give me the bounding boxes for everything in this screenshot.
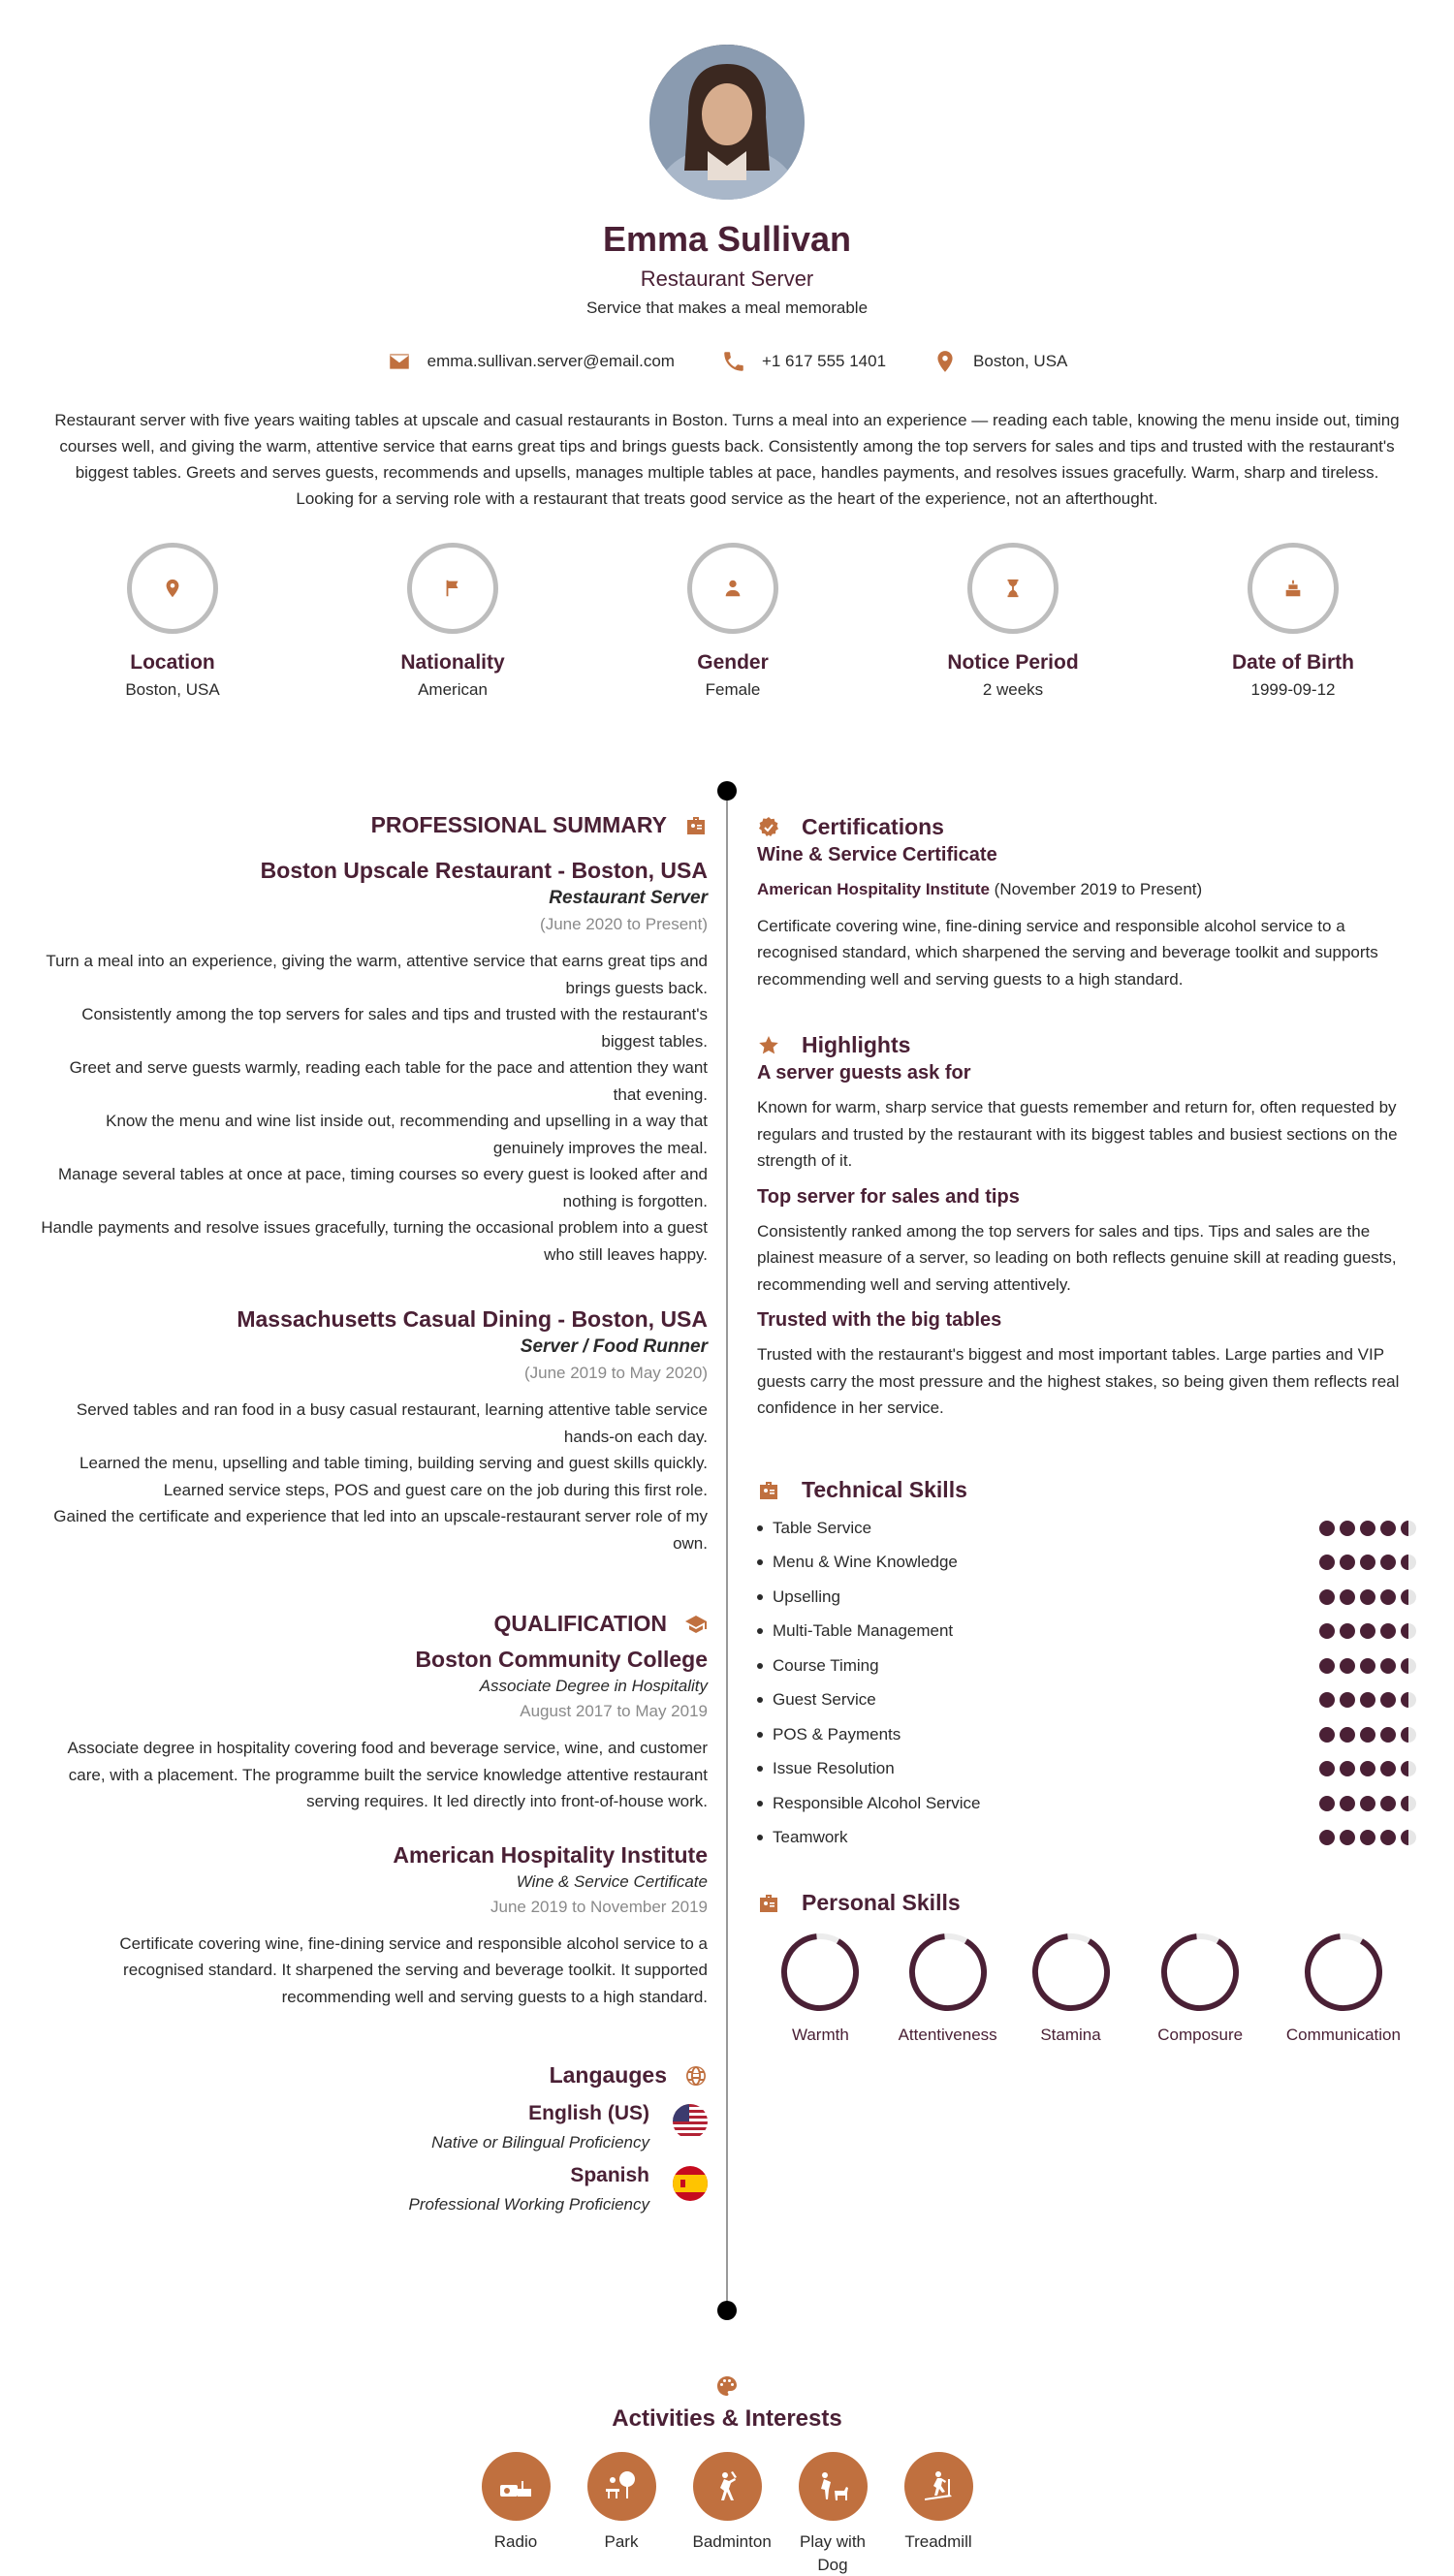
highlights-section: [757, 1032, 1416, 1422]
skill-label: POS & Payments: [773, 1724, 901, 1744]
spain-flag-icon: [673, 2166, 708, 2201]
highlight-text: Trusted with the restaurant's biggest and most important tables. Large parties and VIP guests carry the most pressure and the highest stakes, so being given them reflects real confidence in her service.: [757, 1345, 1400, 1417]
rating-dot: [1319, 1589, 1335, 1605]
candidate-role: Restaurant Server: [640, 267, 814, 291]
activity-item: [904, 2452, 973, 2576]
rating-dot: [1401, 1692, 1416, 1708]
phone-icon: [721, 349, 746, 374]
technical-skills-section: [757, 1477, 1416, 1855]
job-date: (June 2020 to Present): [540, 915, 708, 933]
info-value: Female: [705, 680, 761, 699]
info-gender: [636, 543, 830, 700]
info-ring: [407, 543, 498, 634]
technical-skills-heading: [757, 1477, 1416, 1503]
skill-rating: [1319, 1692, 1416, 1708]
language-name: English (US): [528, 2102, 649, 2124]
personal-skill-label: Communication: [1285, 2026, 1401, 2044]
job-line: Manage several tables at once at pace, timing courses so every guest is looked after and nothing is forgotten.: [58, 1165, 708, 1210]
activities-icon-wrap: [0, 2374, 1454, 2403]
highlight-title: Top server for sales and tips: [757, 1185, 1020, 1208]
personal-skill-label: Warmth: [791, 2026, 849, 2044]
job-line: Gained the certificate and experience that led into an upscale-restaurant server role of my own.: [53, 1507, 708, 1553]
toolbox-icon: [757, 1479, 780, 1502]
job-line: Served tables and ran food in a busy casual restaurant, learning attentive table service hands-on each day.: [76, 1400, 708, 1446]
info-value: Boston, USA: [125, 680, 220, 699]
contact-email[interactable]: [387, 349, 675, 374]
info-label: Location: [130, 651, 215, 674]
skill-label: Guest Service: [773, 1690, 876, 1710]
skill-ring: [1303, 1932, 1384, 2013]
skill-name: [757, 1828, 847, 1847]
qualification-date: August 2017 to May 2019: [520, 1702, 708, 1720]
profile-photo: [649, 45, 805, 200]
rating-dot: [1360, 1658, 1375, 1674]
skill-name: [757, 1759, 895, 1778]
rating-dot: [1340, 1521, 1355, 1536]
bullet-icon: [757, 1628, 763, 1634]
job-line: Learned service steps, POS and guest care on the job during this first role.: [163, 1480, 708, 1499]
location-pin-icon: [932, 349, 958, 374]
certificate-issuer-line: [757, 876, 1416, 903]
skill-row: [757, 1786, 1416, 1821]
skill-label: Course Timing: [773, 1655, 879, 1675]
us-flag-icon: [673, 2104, 708, 2139]
highlight-text: Consistently ranked among the top servers for sales and tips. Tips and sales are the plainest measure of a server, so leading on both reflects genuine skill at reading guests, recommending well and serving attentively.: [757, 1221, 1397, 1294]
mail-icon: [387, 349, 412, 374]
qualification-heading-text: QUALIFICATION: [493, 1611, 667, 1636]
bullet-icon: [757, 1697, 763, 1703]
palette-icon: [715, 2374, 739, 2398]
pin-icon: [162, 578, 183, 599]
rating-dot: [1380, 1623, 1396, 1639]
job-entry: [39, 1306, 708, 1556]
job-title: Boston Upscale Restaurant - Boston, USA: [260, 858, 708, 883]
rating-dot: [1319, 1623, 1335, 1639]
rating-dot: [1319, 1658, 1335, 1674]
star-award-icon: [757, 1034, 780, 1057]
personal-skill-label: Attentiveness: [898, 2026, 997, 2044]
timeline-dot-bottom: [717, 2301, 737, 2320]
languages-heading-text: Langauges: [549, 2062, 667, 2088]
globe-icon: [684, 2064, 708, 2088]
skill-label: Issue Resolution: [773, 1759, 895, 1778]
qualification-heading: [39, 1611, 708, 1637]
rating-dot: [1319, 1555, 1335, 1570]
skill-row: [757, 1511, 1416, 1546]
skill-row: [757, 1615, 1416, 1649]
degree-name: Wine & Service Certificate: [516, 1871, 708, 1891]
rating-dot: [1340, 1761, 1355, 1776]
activity-label: Park: [604, 2532, 639, 2551]
skill-ring: [1159, 1932, 1241, 2013]
skill-rating: [1319, 1623, 1416, 1639]
cake-icon: [1282, 578, 1304, 599]
rating-dot: [1401, 1727, 1416, 1743]
job-line: Consistently among the top servers for sales and tips and trusted with the restaurant's biggest tables.: [81, 1005, 708, 1051]
job-description: [39, 948, 708, 1268]
info-notice-period: [916, 543, 1110, 700]
skill-label: Table Service: [773, 1518, 872, 1537]
rating-dot: [1360, 1623, 1375, 1639]
skill-row: [757, 1580, 1416, 1615]
rating-dot: [1340, 1692, 1355, 1708]
languages-section: [39, 2062, 708, 2215]
skill-name: [757, 1553, 958, 1572]
experience-heading-text: PROFESSIONAL SUMMARY: [370, 812, 667, 837]
skill-name: [757, 1690, 876, 1710]
qualification-entry: [39, 1647, 708, 1815]
job-role: Server / Food Runner: [520, 1336, 708, 1357]
radio-icon: [496, 2467, 535, 2506]
job-entry: [39, 858, 708, 1268]
language-level: Professional Working Proficiency: [408, 2195, 649, 2214]
skill-ring: [1030, 1932, 1112, 2013]
highlight-title: Trusted with the big tables: [757, 1309, 1002, 1331]
candidate-tagline: Service that makes a meal memorable: [585, 298, 869, 317]
job-date: (June 2019 to May 2020): [523, 1364, 708, 1382]
rating-dot: [1401, 1555, 1416, 1570]
rating-dot: [1380, 1692, 1396, 1708]
info-label: Gender: [697, 651, 769, 674]
degree-name: Associate Degree in Hospitality: [479, 1677, 708, 1695]
rating-dot: [1340, 1623, 1355, 1639]
skill-ring: [907, 1932, 989, 2013]
skill-name: [757, 1621, 953, 1641]
bullet-icon: [757, 1766, 763, 1772]
profile-summary: Restaurant server with five years waiting tables at upscale and casual restaurants in Boston. Turns a meal into an experience — reading each table, knowing the menu inside out, timing courses well, and giving the warm, attentive service that earns great tips and brings guests back. Consistently among the top servers for sales and tips and trusted with the restaurant's biggest tables. Greets and serves guests, recommends and upsells, manages multiple tables at pace, handles payments, and resolves issues gracefully. Warm, sharp and tireless. Looking for a serving role with a restaurant that treats good service as the heart of the experience, not an afterthought.: [54, 411, 1400, 508]
activity-label: Play with Dog: [799, 2532, 867, 2574]
info-date-of-birth: [1196, 543, 1390, 700]
personal-skill: [1012, 1932, 1130, 2045]
rating-dot: [1380, 1555, 1396, 1570]
certificate-date: (November 2019 to Present): [994, 880, 1203, 898]
rating-dot: [1380, 1761, 1396, 1776]
job-line: Learned the menu, upselling and table timing, building serving and guest skills quickly.: [79, 1454, 708, 1472]
rating-dot: [1340, 1796, 1355, 1811]
flag-icon: [442, 578, 463, 599]
rating-dot: [1380, 1727, 1396, 1743]
personal-skills-heading: [757, 1890, 1416, 1916]
info-label: Date of Birth: [1232, 651, 1354, 674]
rating-dot: [1340, 1727, 1355, 1743]
skill-name: [757, 1725, 901, 1744]
certifications-heading-text: Certifications: [802, 814, 944, 839]
skill-label: Upselling: [773, 1586, 840, 1606]
bullet-icon: [757, 1594, 763, 1600]
bullet-icon: [757, 1559, 763, 1565]
languages-heading: [39, 2062, 708, 2089]
skill-rating: [1319, 1555, 1416, 1570]
rating-dot: [1319, 1521, 1335, 1536]
personal-skill: [1271, 1932, 1416, 2045]
briefcase-id-icon: [684, 814, 708, 837]
certifications-section: [757, 814, 1416, 992]
rating-dot: [1360, 1761, 1375, 1776]
job-line: Greet and serve guests warmly, reading each table for the pace and attention they want that evening.: [69, 1058, 708, 1104]
rating-dot: [1360, 1521, 1375, 1536]
contact-email-text: emma.sullivan.server@email.com: [427, 352, 675, 370]
info-label: Nationality: [400, 651, 505, 674]
briefcase-icon: [757, 1892, 780, 1915]
rating-dot: [1401, 1589, 1416, 1605]
skill-name: [757, 1794, 981, 1813]
activity-label: Radio: [493, 2532, 538, 2551]
person-icon: [722, 578, 743, 599]
job-line: Know the menu and wine list inside out, recommending and upselling in a way that genuinely improves the meal.: [106, 1112, 708, 1157]
school-name: Boston Community College: [415, 1647, 708, 1672]
certificate-title: Wine & Service Certificate: [757, 844, 997, 865]
personal-skill: [884, 1932, 1012, 2045]
certificate-issuer: American Hospitality Institute: [757, 880, 990, 898]
experience-heading: [39, 812, 708, 838]
contact-location: [932, 349, 1067, 374]
personal-skills-section: [757, 1890, 1416, 2045]
personal-skills-heading-text: Personal Skills: [802, 1890, 961, 1915]
dog-icon: [813, 2467, 852, 2506]
rating-dot: [1401, 1796, 1416, 1811]
activity-label: Treadmill: [904, 2532, 972, 2551]
skill-row: [757, 1649, 1416, 1683]
personal-skill: [757, 1932, 884, 2045]
timeline-dot-top: [717, 781, 737, 801]
contact-phone[interactable]: [721, 349, 886, 374]
skill-label: Responsible Alcohol Service: [773, 1793, 981, 1812]
info-ring: [1248, 543, 1339, 634]
language-name: Spanish: [570, 2164, 649, 2186]
skill-rating: [1319, 1521, 1416, 1536]
skill-row: [757, 1546, 1416, 1581]
skill-name: [757, 1656, 879, 1676]
graduation-cap-icon: [684, 1613, 708, 1636]
school-name: American Hospitality Institute: [393, 1841, 708, 1868]
rating-dot: [1401, 1658, 1416, 1674]
info-value: 2 weeks: [982, 680, 1044, 699]
bullet-icon: [757, 1732, 763, 1738]
skill-row: [757, 1821, 1416, 1856]
qualification-description: Certificate covering wine, fine-dining service and responsible alcohol service to a recognised standard. It sharpened the serving and beverage toolkit. It supported recommending well and serving guests to a high standard.: [119, 1933, 708, 2006]
skill-name: [757, 1587, 840, 1607]
activity-item: [692, 2452, 772, 2576]
rating-dot: [1360, 1589, 1375, 1605]
skill-rating: [1319, 1761, 1416, 1776]
rating-dot: [1380, 1521, 1396, 1536]
treadmill-icon: [919, 2467, 958, 2506]
rating-dot: [1401, 1623, 1416, 1639]
activity-item: [482, 2452, 551, 2576]
info-label: Notice Period: [947, 651, 1079, 674]
certifications-heading: [757, 814, 1416, 840]
rating-dot: [1401, 1761, 1416, 1776]
language-level: Native or Bilingual Proficiency: [431, 2133, 649, 2152]
rating-dot: [1340, 1658, 1355, 1674]
job-line: Turn a meal into an experience, giving the warm, attentive service that earns great tips and brings guests back.: [46, 952, 708, 997]
info-nationality: [356, 543, 550, 700]
technical-skills-heading-text: Technical Skills: [802, 1477, 967, 1502]
rating-dot: [1360, 1830, 1375, 1845]
job-role: Restaurant Server: [549, 888, 708, 908]
rating-dot: [1401, 1830, 1416, 1845]
contact-phone-text: +1 617 555 1401: [761, 352, 887, 370]
candidate-name: Emma Sullivan: [602, 219, 852, 259]
personal-skills-list: [757, 1932, 1416, 2045]
skill-row: [757, 1717, 1416, 1752]
skill-rating: [1319, 1658, 1416, 1674]
qualification-section: [39, 1611, 708, 2010]
certificate-description: Certificate covering wine, fine-dining service and responsible alcohol service to a recognised standard, which sharpened the serving and beverage toolkit and supports recommending well and serving guests to a high standard.: [757, 916, 1378, 989]
activities-list: [0, 2452, 1454, 2576]
skill-label: Multi-Table Management: [773, 1621, 954, 1641]
contact-location-text: Boston, USA: [973, 352, 1068, 370]
timeline-divider: [726, 790, 728, 2313]
activity-item: [799, 2452, 868, 2576]
info-ring: [687, 543, 778, 634]
qualification-description: Associate degree in hospitality covering food and beverage service, wine, and customer care, with a placement. The programme built the service knowledge attentive restaurant serving requires. It led directly into front-of-house work.: [67, 1739, 708, 1810]
rating-dot: [1319, 1692, 1335, 1708]
skill-rating: [1319, 1589, 1416, 1605]
activity-label: Badminton: [692, 2532, 772, 2551]
experience-section: [39, 812, 708, 1556]
rating-dot: [1360, 1555, 1375, 1570]
skill-name: [757, 1519, 871, 1538]
skill-row: [757, 1752, 1416, 1787]
qualification-date: June 2019 to November 2019: [490, 1897, 708, 1916]
park-icon: [602, 2467, 641, 2506]
info-location: [76, 543, 269, 700]
rating-dot: [1340, 1555, 1355, 1570]
info-ring: [967, 543, 1059, 634]
contact-bar: [0, 349, 1454, 374]
qualification-entry: [39, 1842, 708, 2011]
bullet-icon: [757, 1835, 763, 1840]
technical-skills-list: [757, 1511, 1416, 1855]
rating-dot: [1340, 1589, 1355, 1605]
skill-rating: [1319, 1830, 1416, 1845]
rating-dot: [1401, 1521, 1416, 1536]
rating-dot: [1319, 1761, 1335, 1776]
skill-ring: [779, 1932, 861, 2013]
personal-skill-label: Composure: [1157, 2026, 1244, 2044]
rating-dot: [1380, 1658, 1396, 1674]
badge-check-icon: [757, 816, 780, 839]
job-line: Handle payments and resolve issues gracefully, turning the occasional problem into a guest who still leaves happy.: [41, 1218, 708, 1264]
language-entry: [39, 2102, 708, 2152]
personal-skill-label: Stamina: [1040, 2026, 1101, 2044]
language-entry: [39, 2164, 708, 2215]
skill-rating: [1319, 1796, 1416, 1811]
skill-label: Menu & Wine Knowledge: [773, 1553, 958, 1572]
highlight-title: A server guests ask for: [757, 1062, 971, 1084]
rating-dot: [1319, 1796, 1335, 1811]
skill-row: [757, 1683, 1416, 1718]
info-value: 1999-09-12: [1250, 680, 1336, 699]
badminton-icon: [708, 2467, 746, 2506]
info-ring: [127, 543, 218, 634]
skill-label: Teamwork: [773, 1828, 848, 1847]
rating-dot: [1319, 1830, 1335, 1845]
bullet-icon: [757, 1801, 763, 1806]
rating-dot: [1360, 1796, 1375, 1811]
activity-item: [587, 2452, 656, 2576]
info-value: American: [418, 680, 488, 699]
rating-dot: [1380, 1830, 1396, 1845]
rating-dot: [1319, 1727, 1335, 1743]
job-description: [39, 1397, 708, 1556]
skill-rating: [1319, 1727, 1416, 1743]
bullet-icon: [757, 1663, 763, 1669]
highlight-text: Known for warm, sharp service that guests remember and return for, often requested by regulars and trusted by the restaurant with its biggest tables and busiest sections on the strength of it.: [757, 1098, 1398, 1170]
rating-dot: [1380, 1796, 1396, 1811]
highlights-heading-text: Highlights: [802, 1032, 911, 1057]
hourglass-icon: [1002, 578, 1024, 599]
activities-heading: Activities & Interests: [612, 2405, 842, 2432]
rating-dot: [1380, 1589, 1396, 1605]
rating-dot: [1360, 1692, 1375, 1708]
job-title: Massachusetts Casual Dining - Boston, USA: [237, 1306, 708, 1332]
personal-skill: [1130, 1932, 1271, 2045]
bullet-icon: [757, 1525, 763, 1531]
rating-dot: [1340, 1830, 1355, 1845]
rating-dot: [1360, 1727, 1375, 1743]
highlights-heading: [757, 1032, 1416, 1058]
